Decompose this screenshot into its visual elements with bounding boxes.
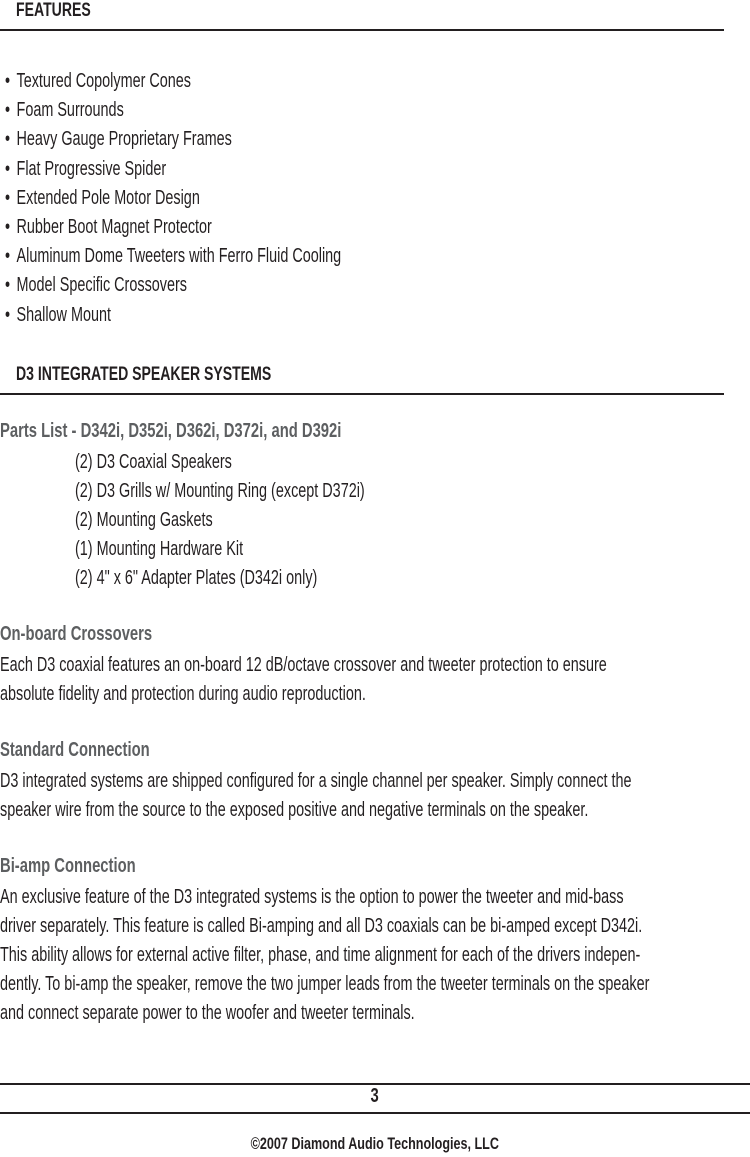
bullet-icon: • (5, 128, 11, 151)
bullet-icon: • (5, 99, 11, 122)
systems-rule (0, 393, 724, 395)
copyright-footer: ©2007 Diamond Audio Technologies, LLC (250, 1134, 500, 1153)
page-number: 3 (370, 1085, 380, 1107)
bullet-icon: • (5, 186, 11, 209)
crossovers-paragraph: Each D3 coaxial features an on-board 12 dB/octave crossover and tweeter protection to ensure absolute fidelity and protection during audio reproduction. (0, 654, 607, 705)
list-item: • Textured Copolymer Cones (5, 67, 472, 96)
features-heading (16, 0, 117, 22)
bullet-icon: • (5, 70, 11, 92)
parts-list-title: Parts List - D342i, D352i, D362i, D372i, and D392i (0, 420, 342, 442)
list-item: • Shallow Mount (5, 301, 472, 330)
list-item: (2) 4" x 6" Adapter Plates (D342i only) (75, 567, 318, 589)
parts-list (75, 448, 477, 593)
bullet-icon: • (5, 274, 11, 297)
biamp-connection-title: Bi-amp Connection (0, 855, 136, 877)
list-item: (1) Mounting Hardware Kit (75, 538, 244, 560)
list-item: • Heavy Gauge Proprietary Frames (5, 125, 472, 154)
systems-heading-text: D3 INTEGRATED SPEAKER SYSTEMS (16, 364, 272, 385)
list-item: • Model Specific Crossovers (5, 271, 472, 300)
list-item: (2) Mounting Gaskets (75, 509, 213, 531)
bullet-icon: • (5, 215, 11, 238)
biamp-connection-paragraph: An exclusive feature of the D3 integrated systems is the option to power the tweeter and mid-bass driver separately. This feature is called Bi-amping and all D3 coaxials can be bi-amped except D342i. This ability allows for external active filter, phase, and time alignment for each of the drivers indepen- dently. To bi-amp the speaker, remove the two jumper leads from the tweeter terminals on the speaker and connect separate power to the woofer and tweeter terminals. (0, 886, 650, 1024)
list-item: • Foam Surrounds (5, 96, 472, 125)
standard-connection-title: Standard Connection (0, 739, 150, 761)
footer-bottom-rule (0, 1112, 750, 1114)
bullet-icon: • (5, 303, 11, 326)
list-item: • Rubber Boot Magnet Protector (5, 213, 472, 242)
standard-connection-paragraph: D3 integrated systems are shipped configured for a single channel per speaker. Simply connect the speaker wire from the source to the exposed positive and negative terminals on the speaker. (0, 770, 632, 821)
list-item: (2) D3 Coaxial Speakers (75, 451, 232, 473)
systems-heading (16, 364, 361, 386)
list-item: • Aluminum Dome Tweeters with Ferro Fluid Cooling (5, 242, 472, 271)
features-list (5, 67, 472, 330)
list-item: (2) D3 Grills w/ Mounting Ring (except D372i) (75, 480, 365, 502)
features-rule (0, 29, 724, 31)
list-item: • Extended Pole Motor Design (5, 184, 472, 213)
bullet-icon: • (5, 245, 11, 268)
list-item: • Flat Progressive Spider (5, 155, 472, 184)
crossovers-title: On-board Crossovers (0, 623, 153, 645)
bullet-icon: • (5, 157, 11, 180)
features-heading-text: FEATURES (16, 0, 91, 21)
